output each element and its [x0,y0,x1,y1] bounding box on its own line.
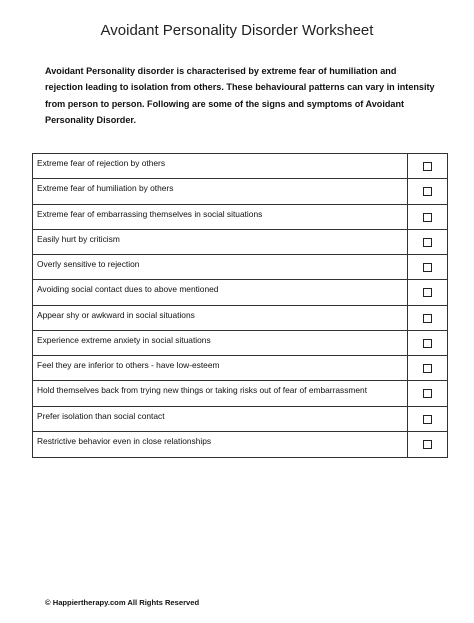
checkbox[interactable] [423,339,432,348]
symptom-label: Extreme fear of rejection by others [33,154,408,178]
checklist-row [33,179,447,204]
symptom-label: Overly sensitive to rejection [33,255,408,279]
checkbox[interactable] [423,238,432,247]
symptom-label: Restrictive behavior even in close relationships [33,432,408,457]
symptom-label: Extreme fear of embarrassing themselves in social situations [33,205,408,229]
symptom-label: Hold themselves back from trying new things or taking risks out of fear of embarrassment [33,381,408,405]
checklist-row [33,306,447,331]
checkbox-cell [408,280,447,304]
worksheet-title: Avoidant Personality Disorder Worksheet [100,22,374,39]
symptom-label: Appear shy or awkward in social situations [33,306,408,330]
checkbox[interactable] [423,364,432,373]
symptom-checklist [32,153,448,458]
symptom-label: Experience extreme anxiety in social situations [33,331,408,355]
checklist-row [33,407,447,432]
symptom-label: Easily hurt by criticism [33,230,408,254]
checkbox-cell [408,154,447,178]
symptom-label: Prefer isolation than social contact [33,407,408,431]
checkbox-cell [408,356,447,380]
checklist-row [33,255,447,280]
checkbox[interactable] [423,187,432,196]
checklist-row [33,432,447,457]
checkbox[interactable] [423,162,432,171]
checkbox-cell [408,331,447,355]
checkbox-cell [408,306,447,330]
checklist-row [33,381,447,406]
checkbox-cell [408,179,447,203]
symptom-label: Avoiding social contact dues to above mentioned [33,280,408,304]
checkbox-cell [408,381,447,405]
checkbox[interactable] [423,263,432,272]
checklist-row [33,331,447,356]
checklist-row [33,154,447,179]
intro-paragraph: Avoidant Personality disorder is characterised by extreme fear of humiliation and rejection leading to isolation from others. These behavioural patterns can vary in intensity from person to person. Following are some of the signs and symptoms of Avoidant Personality Disorder. [45,66,435,125]
symptom-label: Extreme fear of humiliation by others [33,179,408,203]
checkbox-cell [408,432,447,457]
checkbox-cell [408,407,447,431]
checklist-row [33,356,447,381]
checkbox[interactable] [423,213,432,222]
checkbox[interactable] [423,415,432,424]
checkbox[interactable] [423,288,432,297]
checkbox-cell [408,205,447,229]
checklist-row [33,230,447,255]
checkbox[interactable] [423,389,432,398]
checklist-row [33,280,447,305]
checkbox-cell [408,255,447,279]
copyright-footer: © Happiertherapy.com All Rights Reserved [45,598,200,607]
checklist-row [33,205,447,230]
symptom-label: Feel they are inferior to others - have low-esteem [33,356,408,380]
checkbox[interactable] [423,314,432,323]
checkbox[interactable] [423,440,432,449]
checkbox-cell [408,230,447,254]
